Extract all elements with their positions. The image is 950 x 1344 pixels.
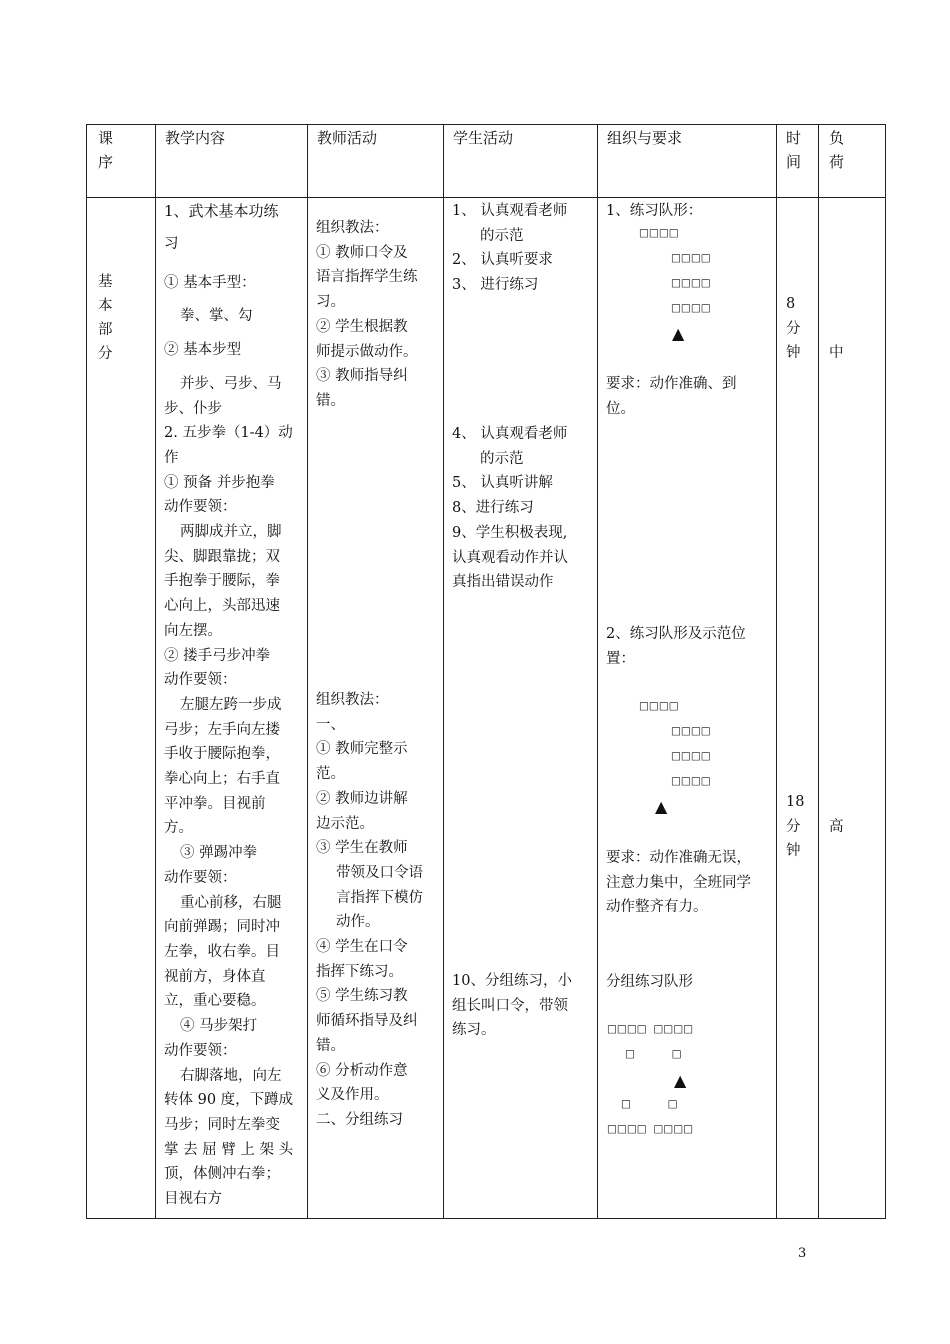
table-col-divider-2 — [307, 124, 308, 1219]
formation-1: □□□□ □□□□ □□□□ □□□□ — [639, 227, 711, 314]
table-col-divider-3 — [443, 124, 444, 1219]
formation-2: □□□□ □□□□ □□□□ □□□□ — [639, 700, 711, 787]
load-medium: 中 — [829, 345, 844, 361]
table-col-divider-6 — [818, 124, 819, 1219]
teaching-content: 1、武术基本功练 习 ① 基本手型： 拳、掌、勾 ② 基本步型 并步、弓步、马 步、仆步 2. 五步拳（1-4）动 作 ① 预备 并步抱拳 动作要领： 两脚成并立，脚 尖、脚跟靠拢；双 手抱拳于腰际，拳 心向上，头部迅速 向左摆。 ② 搂手弓步冲拳 动作要领： 左腿左跨一步成 弓步；左手向左搂 手收于腰际抱拳， 拳心向上；右手直 平冲拳。目视前 方。 ③ 弹踢冲拳 动作要领： 重心前移，右腿 向前弹踢；同时冲 左拳，收右拳。目 视前方，身体直 立，重心要稳。 ④ 马步架打 动作要领： 右脚落地，向左 转体 90 度，下蹲成 马步；同时左拳变 掌 去 屈 臂 上 架 头 顶，体侧冲右拳； 目视右方 — [164, 202, 294, 1208]
header-organization: 组织与要求 — [607, 129, 683, 147]
org-formation-1-requirement: 要求：动作准确、到 位。 — [606, 376, 737, 417]
table-col-divider-1 — [155, 124, 156, 1219]
org-formation-1-title: 1、练习队形： — [606, 203, 703, 219]
header-content: 教学内容 — [165, 129, 226, 147]
group-formation-top: □□□□ □□□□ □ □ — [607, 1023, 694, 1060]
page-number: 3 — [798, 1246, 807, 1261]
time-block-2: 18 分 钟 — [786, 794, 805, 860]
teacher-position-triangle-2: ▲ — [655, 797, 668, 816]
table-border-left — [86, 124, 87, 1219]
header-load: 负 荷 — [829, 129, 845, 171]
table-col-divider-5 — [776, 124, 777, 1219]
org-group-formation-title: 分组练习队形 — [606, 974, 693, 990]
student-activity-block-3: 10、分组练习，小 组长叫口令，带领 练习。 — [452, 973, 572, 1039]
teacher-position-triangle-3: ▲ — [674, 1071, 687, 1090]
time-block-1: 8 分 钟 — [786, 296, 801, 362]
header-student-activity: 学生活动 — [453, 129, 514, 147]
table-border-top — [86, 124, 886, 125]
teacher-activity-block-2: 组织教法： 一、 ① 教师完整示 范。 ② 教师边讲解 边示范。 ③ 学生在教师 带领及口令语 言指挥下模仿 动作。 ④ 学生在口令 指挥下练习。 ⑤ 学生练习教 师循环指导及纠 错。 ⑥ 分析动作意 义及作用。 二、分组练习 — [316, 692, 423, 1128]
teacher-position-triangle-1: ▲ — [672, 324, 685, 343]
table-border-bottom — [86, 1218, 886, 1219]
group-formation-bottom: □ □ □□□□ □□□□ — [607, 1098, 694, 1135]
org-formation-2-requirement: 要求：动作准确无误， 注意力集中，全班同学 动作整齐有力。 — [606, 850, 751, 916]
student-activity-block-2: 4、 认真观看老师 的示范 5、 认真听讲解 8、进行练习 9、学生积极表现, 认真观看动作并认 真指出错误动作 — [452, 426, 568, 591]
section-label: 基 本 部 分 — [98, 274, 113, 362]
load-high: 高 — [829, 819, 844, 835]
header-time: 时 间 — [786, 129, 802, 171]
table-col-divider-4 — [597, 124, 598, 1219]
org-formation-2-title: 2、练习队形及示范位 置： — [606, 626, 746, 667]
table-border-right — [885, 124, 886, 1219]
student-activity-block-1: 1、 认真观看老师 的示范 2、 认真听要求 3、 进行练习 — [452, 203, 568, 294]
teacher-activity-block-1: 组织教法： ① 教师口令及 语言指挥学生练 习。 ② 学生根据教 师提示做动作。 ③ 教师指导纠 错。 — [316, 220, 418, 409]
header-teacher-activity: 教师活动 — [317, 129, 378, 147]
header-lesson-section: 课 序 — [98, 129, 114, 171]
